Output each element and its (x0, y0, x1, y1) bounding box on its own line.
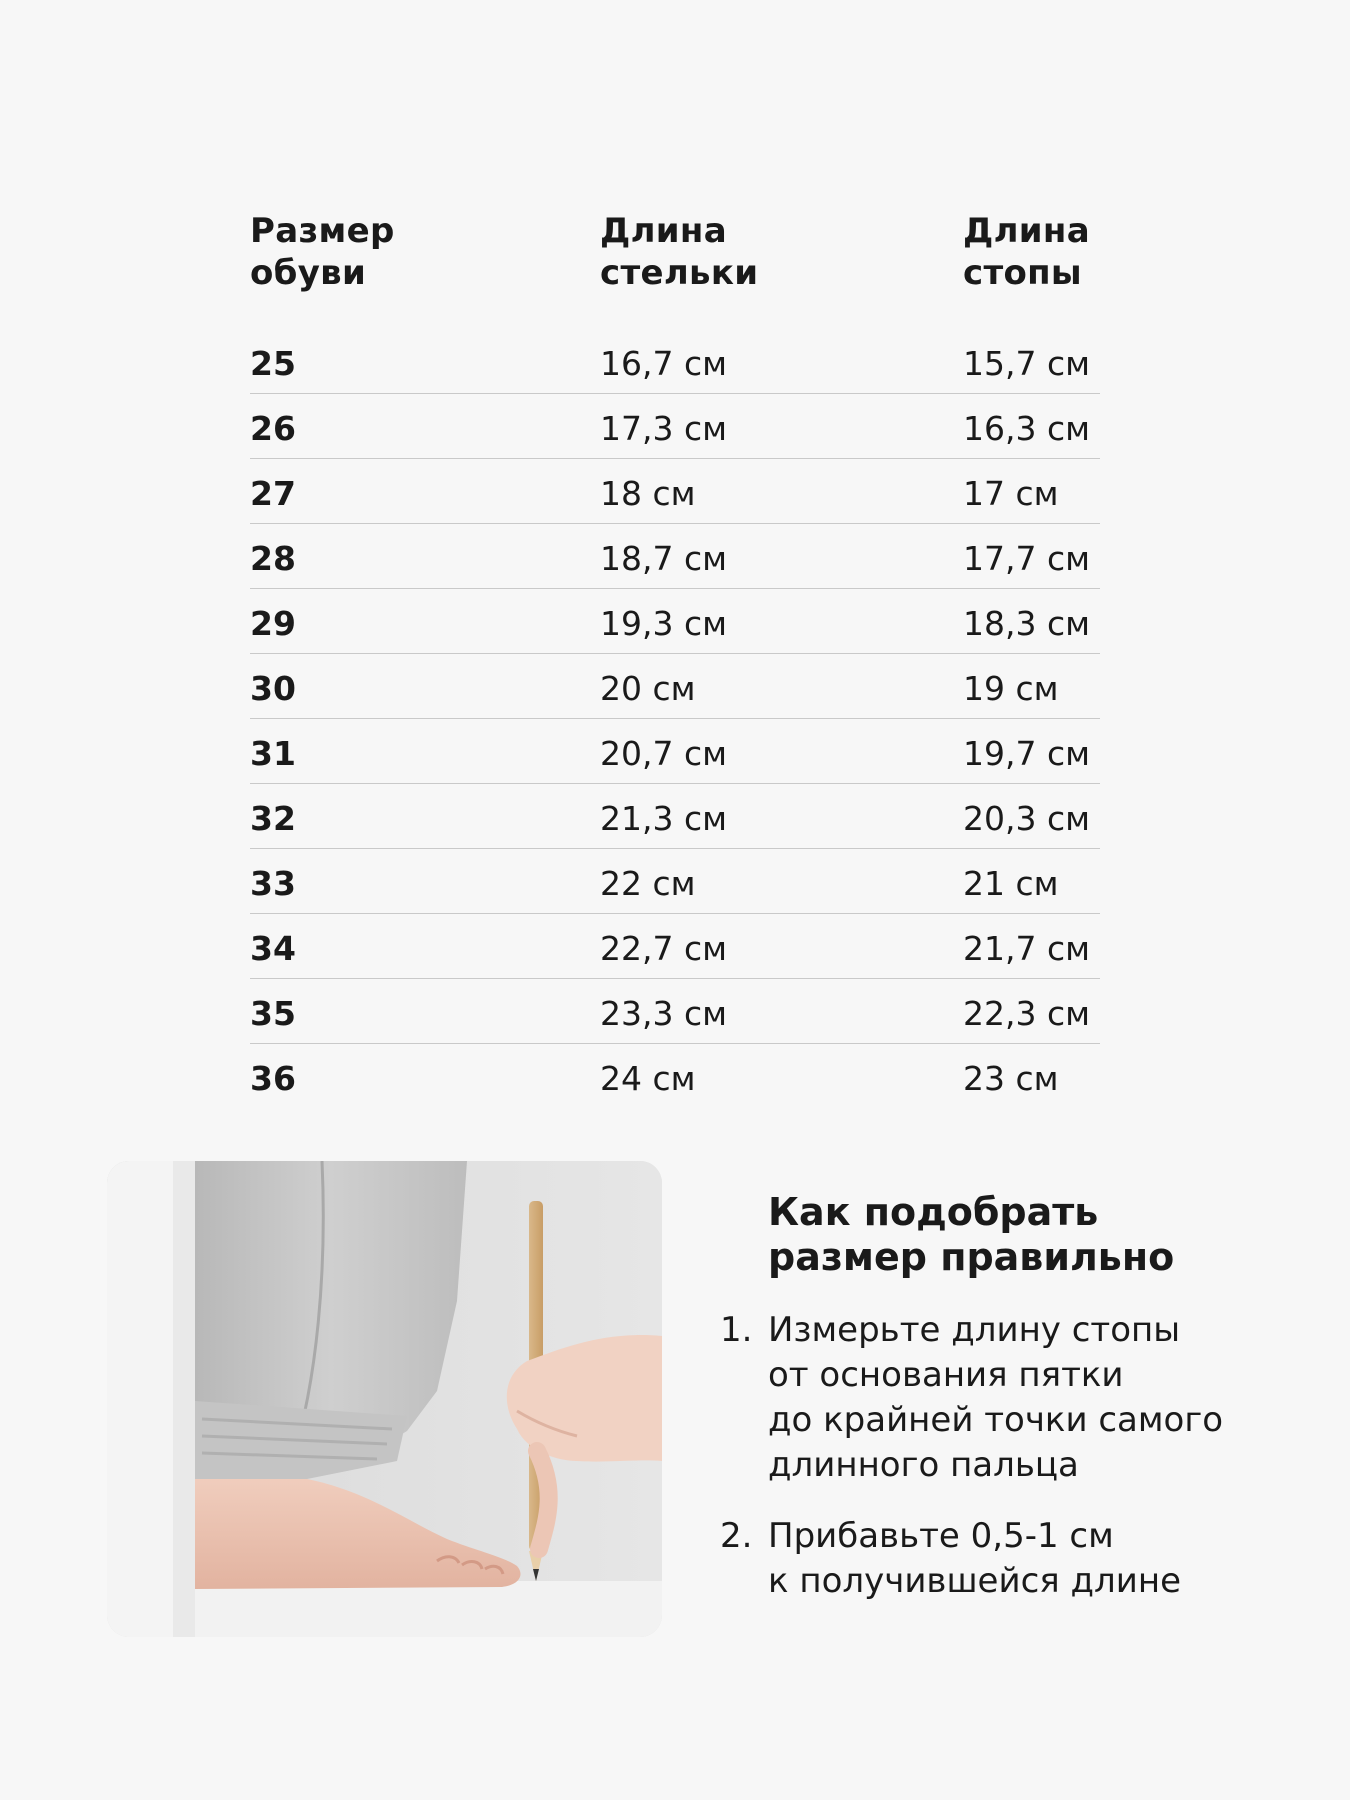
table-row (250, 655, 1100, 719)
table-row (250, 1045, 1100, 1108)
cell-foot: 16,3 см (963, 409, 1091, 448)
step-number: 2. (720, 1516, 753, 1556)
cell-foot: 18,3 см (963, 604, 1091, 643)
cell-insole: 22,7 см (600, 929, 728, 968)
cell-size: 28 (250, 539, 296, 578)
cell-insole: 24 см (600, 1059, 696, 1098)
cell-foot: 23 см (963, 1059, 1059, 1098)
guide-step (720, 1308, 1320, 1488)
cell-insole: 17,3 см (600, 409, 728, 448)
table-row (250, 395, 1100, 459)
cell-insole: 20 см (600, 669, 696, 708)
cell-foot: 21 см (963, 864, 1059, 903)
cell-size: 26 (250, 409, 296, 448)
cell-foot: 22,3 см (963, 994, 1091, 1033)
cell-insole: 18 см (600, 474, 696, 513)
cell-size: 35 (250, 994, 296, 1033)
cell-foot: 17 см (963, 474, 1059, 513)
cell-insole: 23,3 см (600, 994, 728, 1033)
guide-steps (720, 1308, 1320, 1604)
table-header (250, 210, 1100, 330)
table-row (250, 980, 1100, 1044)
cell-insole: 19,3 см (600, 604, 728, 643)
table-row (250, 850, 1100, 914)
cell-size: 25 (250, 344, 296, 383)
foot-measurement-illustration (107, 1161, 662, 1637)
cell-foot: 17,7 см (963, 539, 1091, 578)
table-row (250, 720, 1100, 784)
cell-size: 33 (250, 864, 296, 903)
cell-size: 31 (250, 734, 296, 773)
cell-insole: 18,7 см (600, 539, 728, 578)
cell-size: 34 (250, 929, 296, 968)
size-guide (720, 1190, 1320, 1630)
table-row (250, 460, 1100, 524)
step-text: Прибавьте 0,5-1 см к получившейся длине (768, 1516, 1182, 1601)
cell-insole: 16,7 см (600, 344, 728, 383)
cell-size: 29 (250, 604, 296, 643)
header-shoe-size: Размер обуви (250, 211, 395, 293)
cell-size: 30 (250, 669, 296, 708)
table-row (250, 590, 1100, 654)
cell-size: 36 (250, 1059, 296, 1098)
cell-foot: 15,7 см (963, 344, 1091, 383)
cell-foot: 21,7 см (963, 929, 1091, 968)
guide-title: Как подобрать размер правильно (768, 1190, 1175, 1279)
step-text: Измерьте длину стопы от основания пятки до крайней точки самого длинного пальца (768, 1310, 1223, 1485)
table-row (250, 785, 1100, 849)
cell-size: 32 (250, 799, 296, 838)
table-row (250, 915, 1100, 979)
cell-insole: 20,7 см (600, 734, 728, 773)
step-number: 1. (720, 1310, 753, 1350)
size-table (250, 210, 1100, 1109)
foot-measurement-photo (107, 1161, 662, 1637)
header-insole-length: Длина стельки (600, 211, 759, 293)
cell-foot: 19 см (963, 669, 1059, 708)
cell-insole: 22 см (600, 864, 696, 903)
table-row (250, 525, 1100, 589)
guide-step (720, 1514, 1320, 1604)
cell-foot: 19,7 см (963, 734, 1091, 773)
cell-size: 27 (250, 474, 296, 513)
table-row (250, 330, 1100, 394)
cell-foot: 20,3 см (963, 799, 1091, 838)
table-body (250, 330, 1100, 1108)
cell-insole: 21,3 см (600, 799, 728, 838)
header-foot-length: Длина стопы (963, 211, 1090, 293)
